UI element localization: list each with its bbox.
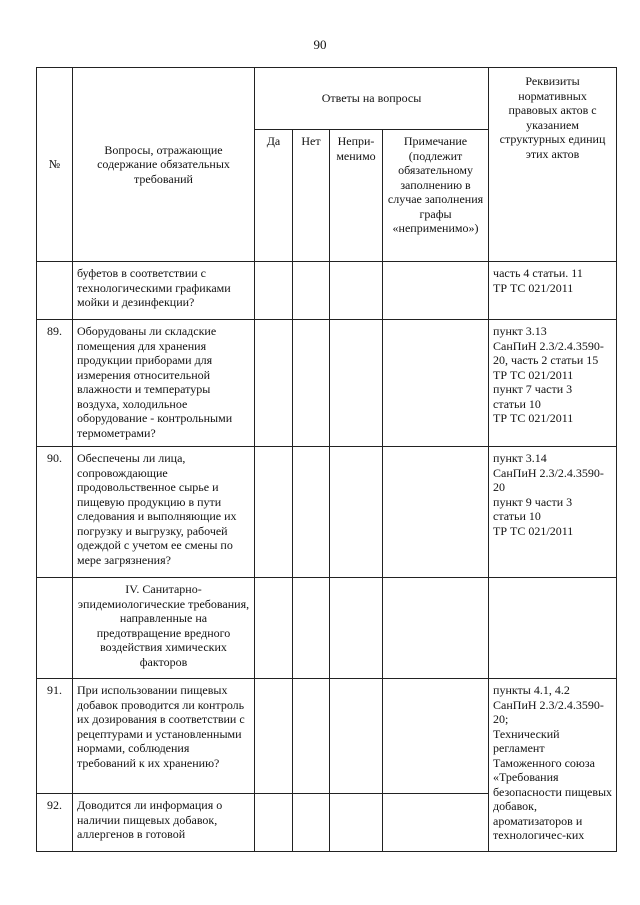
header-answers: Ответы на вопросы xyxy=(255,68,489,130)
page-number: 90 xyxy=(313,37,327,52)
note-cell xyxy=(383,320,489,447)
reference-cell xyxy=(489,578,617,679)
row-reference: пункт 3.13 СанПиН 2.3/2.4.3590-20, часть 2 статьи 15 ТР ТС 021/2011 пункт 7 части 3 статьи 10 ТР ТС 021/2011 xyxy=(489,320,617,447)
row-number: 92. xyxy=(37,794,73,852)
answer-na-cell xyxy=(330,447,383,578)
answer-no-cell xyxy=(293,262,330,320)
row-number: 90. xyxy=(37,447,73,578)
note-cell xyxy=(383,262,489,320)
row-reference: пункт 3.14 СанПиН 2.3/2.4.3590-20 пункт 9 части 3 статьи 10 ТР ТС 021/2011 xyxy=(489,447,617,578)
requirements-table xyxy=(36,67,617,852)
section-row xyxy=(37,578,617,679)
section-heading: IV. Санитарно-эпидемиологические требования, направленные на предотвращение вредного воздействия химических факторов xyxy=(73,578,255,679)
answer-na-cell xyxy=(330,320,383,447)
answer-yes-cell xyxy=(255,794,293,852)
header-yes: Да xyxy=(255,130,293,262)
answer-no-cell xyxy=(293,578,330,679)
answer-no-cell xyxy=(293,679,330,794)
answer-no-cell xyxy=(293,447,330,578)
note-cell xyxy=(383,447,489,578)
answer-na-cell xyxy=(330,794,383,852)
row-number: 89. xyxy=(37,320,73,447)
row-number: 91. xyxy=(37,679,73,794)
table-row xyxy=(37,320,617,447)
answer-na-cell xyxy=(330,262,383,320)
header-note: Примечание (подлежит обязательному заполнению в случае заполнения графы «неприменимо») xyxy=(383,130,489,262)
header-references: Реквизиты нормативных правовых актов с указанием структурных единиц этих актов xyxy=(489,68,617,262)
header-number: № xyxy=(37,68,73,262)
note-cell xyxy=(383,794,489,852)
answer-yes-cell xyxy=(255,447,293,578)
row-question: Оборудованы ли складские помещения для хранения продукции приборами для измерения относительной влажности и температуры воздуха, холодильное оборудование - контрольными термометрами? xyxy=(73,320,255,447)
row-number xyxy=(37,262,73,320)
answer-yes-cell xyxy=(255,262,293,320)
note-cell xyxy=(383,679,489,794)
row-question: При использовании пищевых добавок проводится ли контроль их дозирования в соответствии с рецептурами и установленными нормами, соблюдения требований к их хранению? xyxy=(73,679,255,794)
row-question: буфетов в соответствии с технологическими графиками мойки и дезинфекции? xyxy=(73,262,255,320)
answer-yes-cell xyxy=(255,320,293,447)
answer-yes-cell xyxy=(255,679,293,794)
header-questions: Вопросы, отражающие содержание обязательных требований xyxy=(73,68,255,262)
table-row xyxy=(37,262,617,320)
answer-no-cell xyxy=(293,320,330,447)
answer-yes-cell xyxy=(255,578,293,679)
note-cell xyxy=(383,578,489,679)
row-reference: пункты 4.1, 4.2 СанПиН 2.3/2.4.3590-20; Технический регламент Таможенного союза «Требования безопасности пищевых добавок, ароматизаторов и технологичес-ких xyxy=(489,679,617,852)
answer-na-cell xyxy=(330,679,383,794)
row-reference: часть 4 статьи. 11 ТР ТС 021/2011 xyxy=(489,262,617,320)
header-not-applicable: Непри- менимо xyxy=(330,130,383,262)
table-row xyxy=(37,447,617,578)
header-no: Нет xyxy=(293,130,330,262)
row-question: Доводится ли информация о наличии пищевых добавок, аллергенов в готовой xyxy=(73,794,255,852)
section-number-cell xyxy=(37,578,73,679)
row-question: Обеспечены ли лица, сопровождающие продовольственное сырье и пищевую продукцию в пути следования и выполняющие их погрузку и выгрузку, рабочей одеждой с учетом ее смены по мере загрязнения? xyxy=(73,447,255,578)
answer-na-cell xyxy=(330,578,383,679)
answer-no-cell xyxy=(293,794,330,852)
table-row xyxy=(37,679,617,794)
